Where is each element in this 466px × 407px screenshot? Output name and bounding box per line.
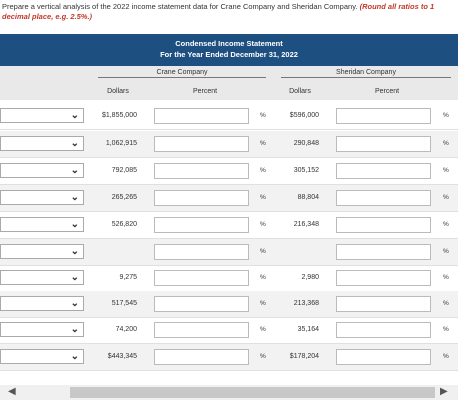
arrow-right-icon[interactable]: ▶ xyxy=(440,386,448,397)
sheridan-group-rule xyxy=(281,77,451,78)
table-row xyxy=(0,265,458,292)
crane-percent-input[interactable] xyxy=(154,322,249,338)
arrow-left-icon[interactable]: ◀ xyxy=(8,386,16,397)
account-select[interactable] xyxy=(0,322,84,337)
account-select[interactable] xyxy=(0,108,84,123)
sheridan-percent-input[interactable] xyxy=(336,322,431,338)
crane-percent-input[interactable] xyxy=(154,296,249,312)
instructions-highlight: (Round all ratios to 1 decimal place, e.g. 2.5%.) xyxy=(2,2,435,21)
percent-sign: % xyxy=(260,140,266,147)
percent-sign: % xyxy=(443,353,449,360)
percent-sign: % xyxy=(443,300,449,307)
crane-percent-input[interactable] xyxy=(154,190,249,206)
crane-dollars-value: 74,200 xyxy=(115,326,137,333)
percent-sign: % xyxy=(260,112,266,119)
chevron-down-icon: ⌄ xyxy=(70,351,79,362)
crane-percent-input[interactable] xyxy=(154,136,249,152)
chevron-down-icon: ⌄ xyxy=(70,138,79,149)
table-row xyxy=(0,239,458,266)
crane-percent-header: Percent xyxy=(192,88,218,95)
percent-sign: % xyxy=(260,274,266,281)
crane-percent-input[interactable] xyxy=(154,108,249,124)
percent-sign: % xyxy=(260,194,266,201)
row-divider xyxy=(0,370,458,371)
crane-dollars-value: $443,345 xyxy=(107,353,137,360)
crane-dollars-value: 265,265 xyxy=(111,194,137,201)
sheridan-percent-input[interactable] xyxy=(336,163,431,179)
percent-sign: % xyxy=(260,300,266,307)
sheridan-dollars-value: 2,980 xyxy=(301,274,319,281)
crane-dollars-value: $1,855,000 xyxy=(101,112,137,119)
sheridan-percent-input[interactable] xyxy=(336,296,431,312)
percent-sign: % xyxy=(443,140,449,147)
sheridan-percent-input[interactable] xyxy=(336,190,431,206)
sheridan-dollars-value: $178,204 xyxy=(289,353,319,360)
table-row xyxy=(0,317,458,344)
chevron-down-icon: ⌄ xyxy=(70,110,79,121)
table-row xyxy=(0,131,458,158)
sheridan-company-label: Sheridan Company xyxy=(336,69,396,76)
crane-dollars-value: 792,085 xyxy=(111,167,137,174)
percent-sign: % xyxy=(443,274,449,281)
chevron-down-icon: ⌄ xyxy=(70,165,79,176)
crane-company-label: Crane Company xyxy=(156,69,208,76)
crane-dollars-value: 517,545 xyxy=(111,300,137,307)
sheridan-percent-header: Percent xyxy=(374,88,400,95)
sheridan-percent-input[interactable] xyxy=(336,244,431,260)
crane-percent-input[interactable] xyxy=(154,163,249,179)
sheridan-dollars-value: 35,164 xyxy=(297,326,319,333)
chevron-down-icon: ⌄ xyxy=(70,219,79,230)
chevron-down-icon: ⌄ xyxy=(70,192,79,203)
table-row xyxy=(0,212,458,239)
sheridan-percent-input[interactable] xyxy=(336,136,431,152)
horizontal-scrollbar[interactable] xyxy=(0,385,458,400)
chevron-down-icon: ⌄ xyxy=(70,272,79,283)
table-row xyxy=(0,185,458,212)
sheridan-dollars-value: 290,848 xyxy=(293,140,319,147)
account-select[interactable] xyxy=(0,190,84,205)
sheridan-percent-input[interactable] xyxy=(336,217,431,233)
percent-sign: % xyxy=(260,221,266,228)
scrollbar-thumb[interactable] xyxy=(70,387,435,398)
percent-sign: % xyxy=(260,353,266,360)
crane-percent-input[interactable] xyxy=(154,244,249,260)
account-select[interactable] xyxy=(0,296,84,311)
crane-dollars-header: Dollars xyxy=(107,88,129,95)
sheridan-dollars-value: $596,000 xyxy=(289,112,319,119)
crane-percent-input[interactable] xyxy=(154,270,249,286)
sheridan-percent-input[interactable] xyxy=(336,270,431,286)
percent-sign: % xyxy=(443,248,449,255)
statement-period: For the Year Ended December 31, 2022 xyxy=(160,50,298,59)
crane-percent-input[interactable] xyxy=(154,217,249,233)
row-divider xyxy=(0,129,458,130)
percent-sign: % xyxy=(260,167,266,174)
account-select[interactable] xyxy=(0,349,84,364)
account-select[interactable] xyxy=(0,163,84,178)
table-row xyxy=(0,344,458,371)
chevron-down-icon: ⌄ xyxy=(70,298,79,309)
percent-sign: % xyxy=(443,167,449,174)
sheridan-percent-input[interactable] xyxy=(336,108,431,124)
account-select[interactable] xyxy=(0,217,84,232)
instructions-text: Prepare a vertical analysis of the 2022 income statement data for Crane Company and Sheridan Company. xyxy=(2,2,358,11)
percent-sign: % xyxy=(443,326,449,333)
instructions xyxy=(2,2,464,22)
chevron-down-icon: ⌄ xyxy=(70,246,79,257)
account-select[interactable] xyxy=(0,136,84,151)
crane-dollars-value: 526,820 xyxy=(111,221,137,228)
sheridan-dollars-value: 88,804 xyxy=(297,194,319,201)
chevron-down-icon: ⌄ xyxy=(70,324,79,335)
statement-title: Condensed Income Statement xyxy=(175,39,283,48)
table-row xyxy=(0,158,458,185)
account-select[interactable] xyxy=(0,244,84,259)
account-select[interactable] xyxy=(0,270,84,285)
sheridan-dollars-value: 216,348 xyxy=(293,221,319,228)
statement-header xyxy=(0,34,458,66)
percent-sign: % xyxy=(443,112,449,119)
percent-sign: % xyxy=(260,248,266,255)
sheridan-dollars-value: 305,152 xyxy=(293,167,319,174)
table-row xyxy=(0,103,458,130)
percent-sign: % xyxy=(443,221,449,228)
sheridan-dollars-value: 213,368 xyxy=(293,300,319,307)
sheridan-dollars-header: Dollars xyxy=(289,88,311,95)
crane-dollars-value: 1,062,915 xyxy=(105,140,137,147)
percent-sign: % xyxy=(260,326,266,333)
crane-dollars-value: 9,275 xyxy=(119,274,137,281)
crane-group-rule xyxy=(98,77,266,78)
sheridan-percent-input[interactable] xyxy=(336,349,431,365)
percent-sign: % xyxy=(443,194,449,201)
crane-percent-input[interactable] xyxy=(154,349,249,365)
table-row xyxy=(0,291,458,318)
